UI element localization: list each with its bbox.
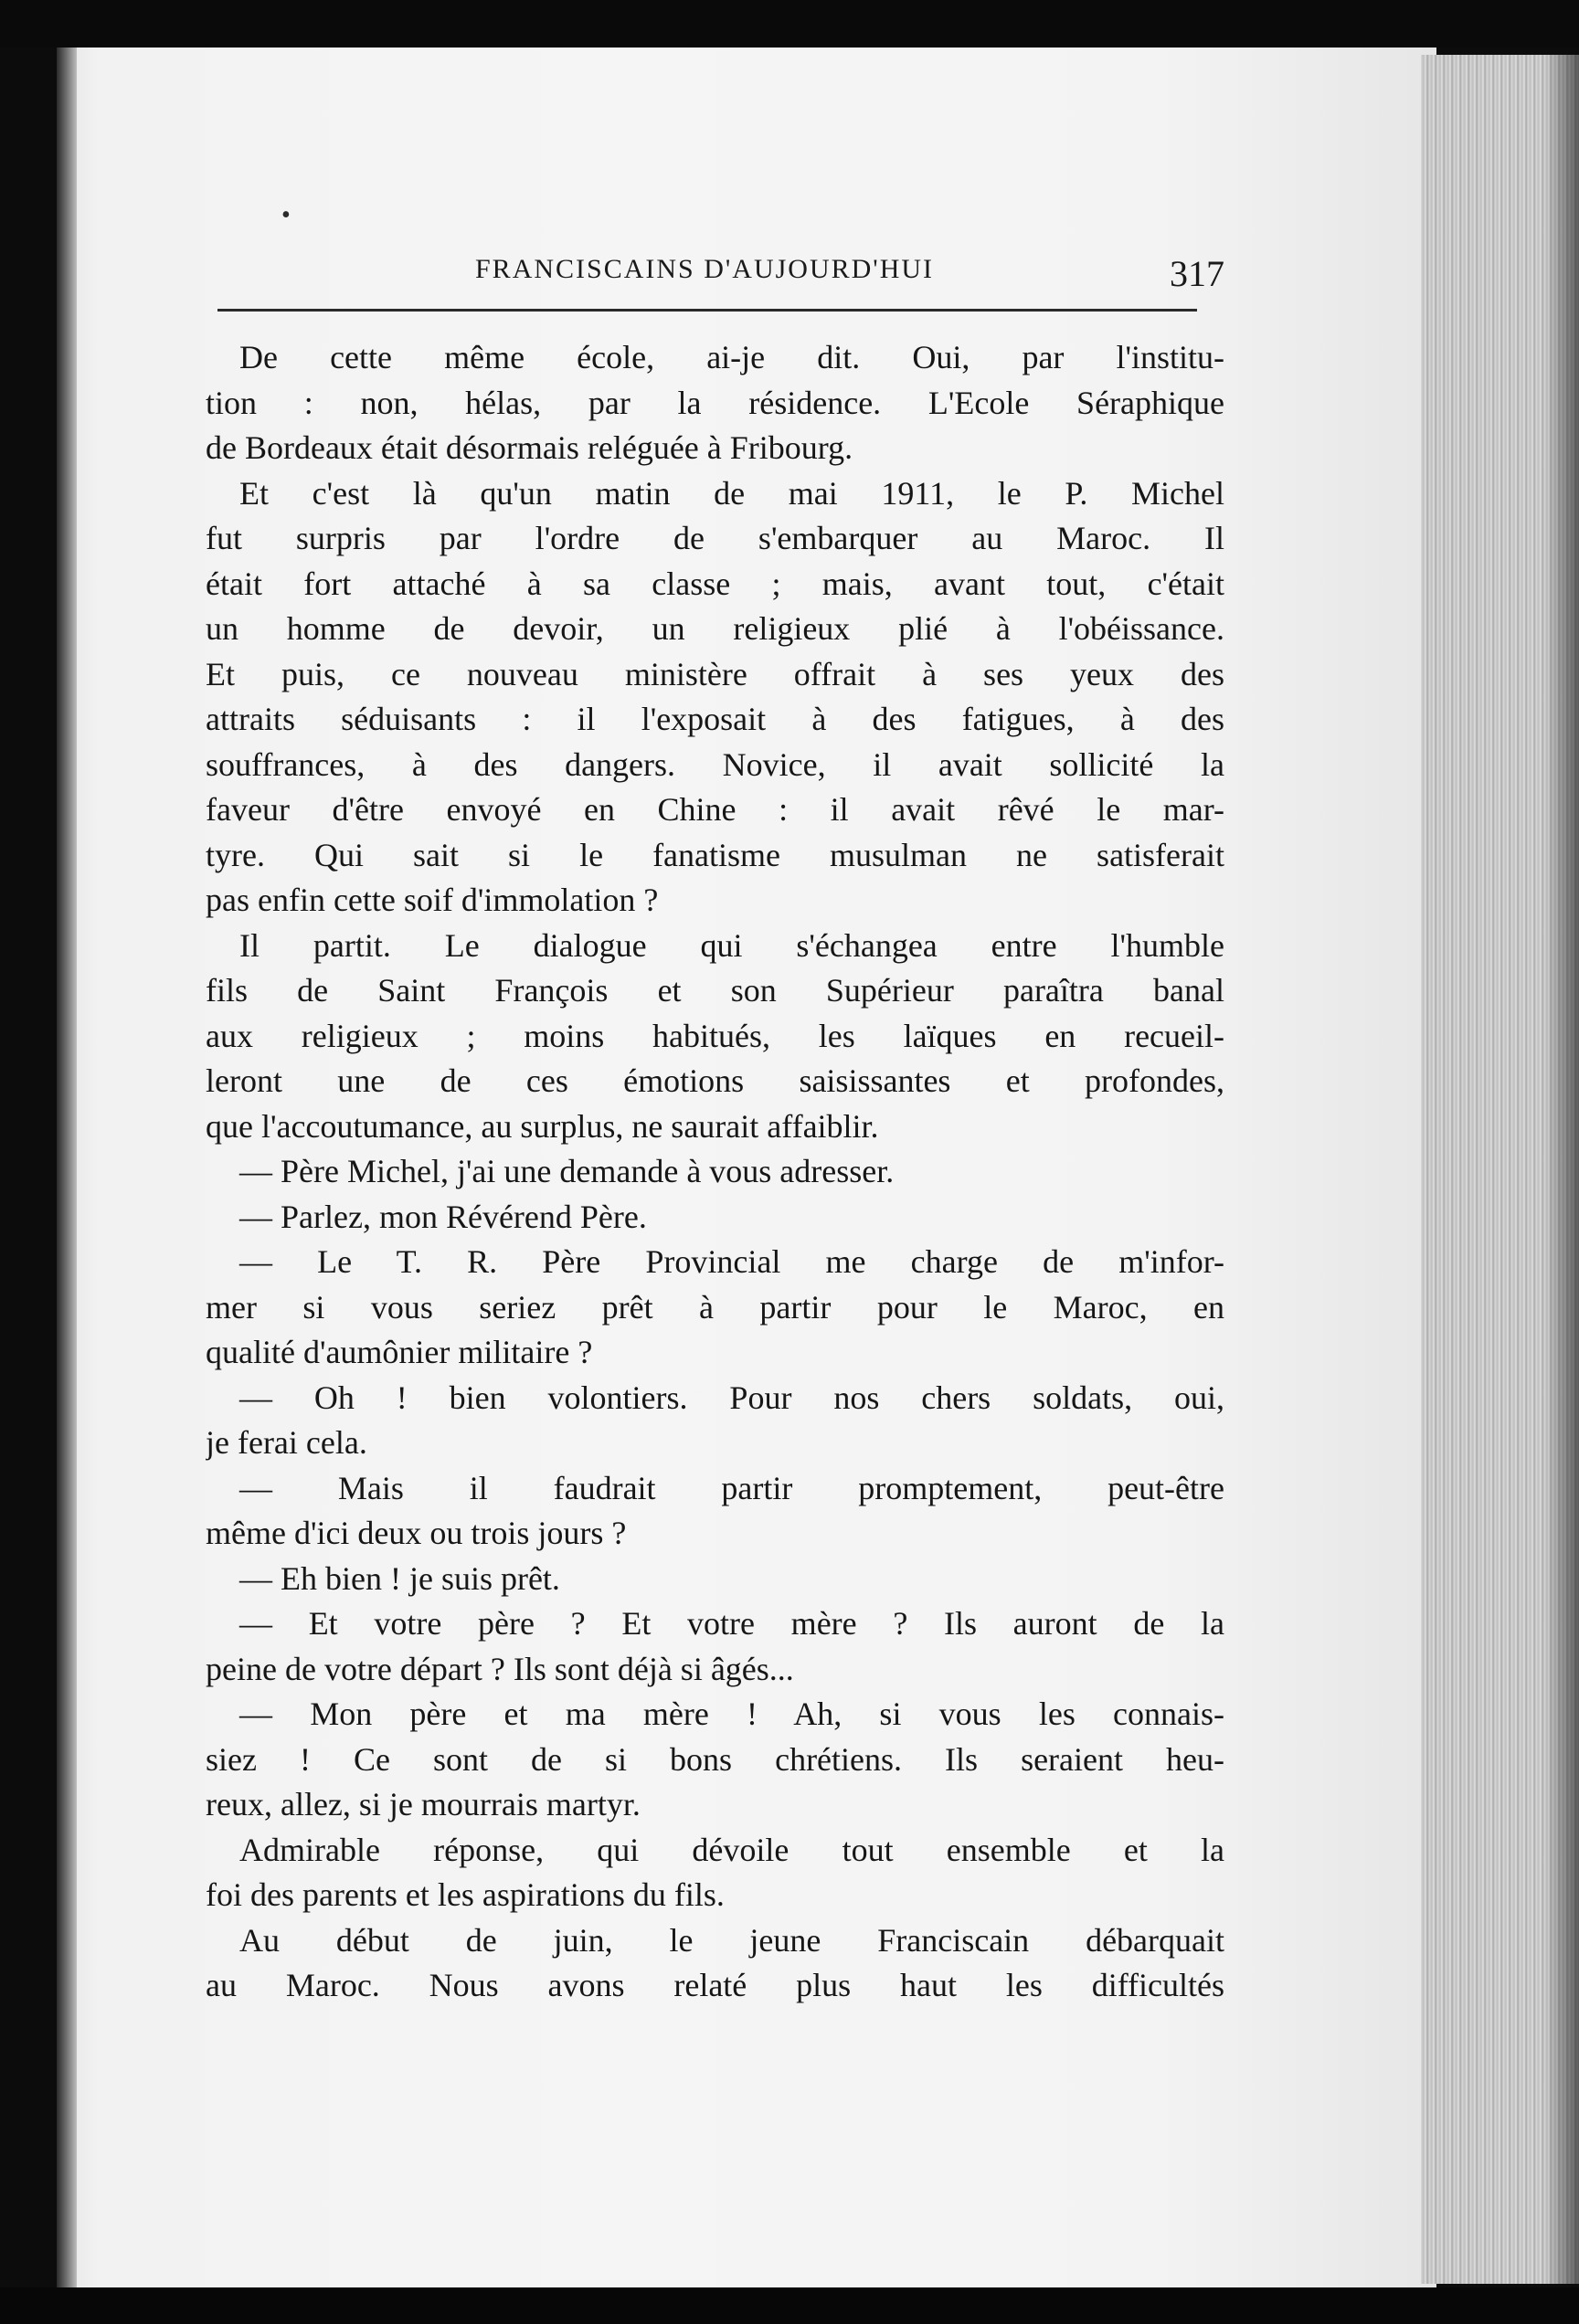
text-line: aux religieux ; moins habitués, les laïques en recueil- (206, 1017, 1224, 1054)
text-line: siez ! Ce sont de si bons chrétiens. Ils seraient heu- (206, 1740, 1224, 1778)
scan-bottom-border (0, 2287, 1579, 2324)
text-line: — Mais il faudrait partir promptement, peut-être (239, 1469, 1224, 1506)
text-line: reux, allez, si je mourrais martyr. (206, 1786, 641, 1822)
text-line: Et c'est là qu'un matin de mai 1911, le P. Michel (239, 474, 1224, 512)
header-rule (217, 309, 1197, 312)
text-line: même d'ici deux ou trois jours ? (206, 1515, 627, 1551)
text-line: de Bordeaux était désormais reléguée à Fribourg. (206, 429, 853, 466)
text-line: faveur d'être envoyé en Chine : il avait rêvé le mar- (206, 791, 1224, 828)
text-line: fut surpris par l'ordre de s'embarquer au Maroc. Il (206, 520, 1224, 556)
text-line: était fort attaché à sa classe ; mais, avant tout, c'était (206, 565, 1224, 602)
text-line: De cette même école, ai-je dit. Oui, par l'institu- (239, 339, 1224, 375)
text-line: — Le T. R. Père Provincial me charge de m'infor- (239, 1243, 1224, 1280)
page-number: 317 (1170, 253, 1224, 294)
text-line: au Maroc. Nous avons relaté plus haut les difficultés (206, 1967, 1224, 2003)
body-text (206, 335, 1224, 2009)
text-line: tion : non, hélas, par la résidence. L'Ecole Séraphique (206, 384, 1224, 421)
text-line: peine de votre départ ? Ils sont déjà si âgés... (206, 1650, 794, 1687)
book-spine-shadow (57, 48, 77, 2287)
text-line: attraits séduisants : il l'exposait à des fatigues, à des (206, 701, 1224, 737)
text-line: pas enfin cette soif d'immolation ? (206, 882, 659, 918)
text-line: — Eh bien ! je suis prêt. (239, 1559, 560, 1597)
page-edges-shadow (1544, 55, 1579, 2284)
text-line: je ferai cela. (206, 1424, 367, 1461)
text-line: qualité d'aumônier militaire ? (206, 1334, 593, 1370)
text-line: — Oh ! bien volontiers. Pour nos chers soldats, oui, (239, 1379, 1224, 1416)
text-line: leront une de ces émotions saisissantes et profondes, (206, 1062, 1224, 1099)
text-line: foi des parents et les aspirations du fils. (206, 1876, 725, 1913)
text-line: mer si vous seriez prêt à partir pour le Maroc, en (206, 1288, 1224, 1326)
text-line: — Mon père et ma mère ! Ah, si vous les connais- (239, 1695, 1224, 1732)
text-line: souffrances, à des dangers. Novice, il avait sollicité la (206, 745, 1224, 783)
running-head: FRANCISCAINS D'AUJOURD'HUI (475, 254, 935, 284)
text-line: — Père Michel, j'ai une demande à vous adresser. (239, 1153, 895, 1189)
text-line: fils de Saint François et son Supérieur paraîtra banal (206, 972, 1224, 1009)
text-line: Il partit. Le dialogue qui s'échangea entre l'humble (239, 926, 1224, 964)
text-line: un homme de devoir, un religieux plié à l'obéissance. (206, 610, 1224, 647)
text-line: Admirable réponse, qui dévoile tout ensemble et la (239, 1831, 1224, 1868)
text-line: que l'accoutumance, au surplus, ne saurait affaiblir. (206, 1107, 879, 1145)
text-line: tyre. Qui sait si le fanatisme musulman ne satisferait (206, 836, 1224, 873)
ink-mark: • (281, 201, 291, 229)
scan-top-border (0, 0, 1579, 48)
text-line: — Et votre père ? Et votre mère ? Ils auront de la (239, 1605, 1224, 1642)
text-line: Et puis, ce nouveau ministère offrait à ses yeux des (206, 655, 1224, 692)
text-line: — Parlez, mon Révérend Père. (239, 1198, 647, 1235)
text-line: Au début de juin, le jeune Franciscain débarquait (239, 1921, 1224, 1959)
